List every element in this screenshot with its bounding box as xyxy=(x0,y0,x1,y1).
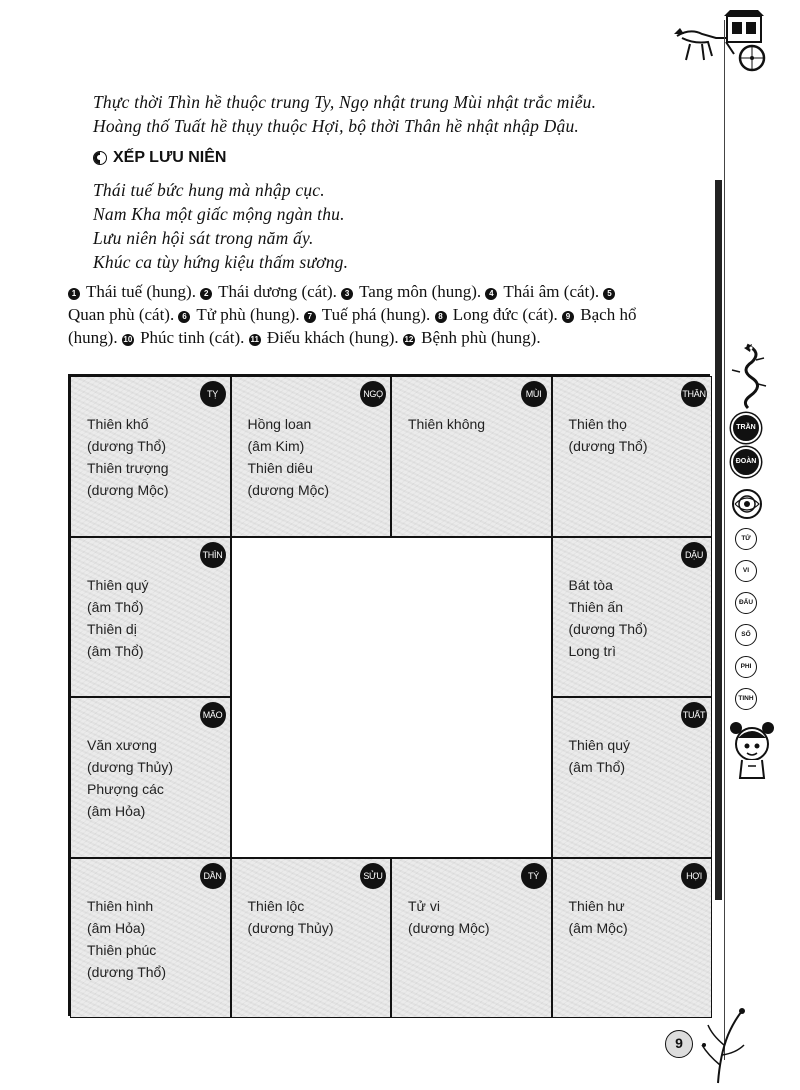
palace-star-line: Tử vi xyxy=(408,897,440,914)
number-badge: 9 xyxy=(562,311,574,323)
palace-star-line: Thiên không xyxy=(408,416,486,432)
section-heading xyxy=(93,149,226,167)
number-badge: 3 xyxy=(341,288,353,300)
palace-star-line: (dương Mộc) xyxy=(408,919,490,936)
number-badge: 7 xyxy=(304,311,316,323)
palace-star-line: Thiên thọ xyxy=(568,416,627,432)
palace-star-line: (âm Hỏa) xyxy=(87,919,146,936)
palace-star-line: Hồng loan xyxy=(247,416,312,432)
palace-stars xyxy=(87,413,169,501)
palace-star-line: Thiên hình xyxy=(87,897,154,914)
palace-badge: NGỌ xyxy=(360,381,386,407)
palace-star-line: (âm Thổ) xyxy=(87,598,144,615)
palace-badge: MÙI xyxy=(521,381,547,407)
title-tab: SỐ xyxy=(735,624,757,646)
star-item: Tử phù (hung). xyxy=(196,305,300,324)
star-item: Bạch hổ xyxy=(580,305,637,324)
palace-star-line: Văn xương xyxy=(87,737,157,753)
palace-cell-ngo xyxy=(231,376,392,537)
palace-grid xyxy=(68,374,710,1016)
palace-cell-than xyxy=(552,376,713,537)
grid-center-blank xyxy=(231,537,552,858)
palace-stars xyxy=(87,734,173,822)
title-tab: VI xyxy=(735,560,757,582)
palace-stars xyxy=(248,413,330,501)
palace-star-line: Thiên phúc xyxy=(87,941,157,958)
palace-star-line: Thiên lộc xyxy=(247,897,305,914)
palace-star-line: Thiên diêu xyxy=(247,460,313,476)
palace-cell-ty-rat xyxy=(391,858,552,1019)
poem-line: Thái tuế bức hung mà nhập cục. xyxy=(93,180,325,200)
palace-star-line: (dương Mộc) xyxy=(247,482,330,498)
palace-star-line: Thiên ấn xyxy=(568,598,623,615)
palace-badge: MÃO xyxy=(200,702,226,728)
number-badge: 1 xyxy=(68,288,80,300)
title-tab: TỬ xyxy=(735,528,757,550)
page-number: 9 xyxy=(665,1030,693,1058)
palace-stars xyxy=(408,413,485,435)
star-item: Thái dương (cát). xyxy=(218,282,337,301)
number-badge: 8 xyxy=(435,311,447,323)
number-badge: 10 xyxy=(123,335,133,344)
star-list-line xyxy=(68,326,712,349)
palace-stars xyxy=(248,895,334,939)
palace-badge: TUẤT xyxy=(681,702,707,728)
section-heading-text: XẾP LƯU NIÊN xyxy=(113,149,227,166)
author-tab: TRẦN xyxy=(731,413,761,443)
star-item: Tang môn (hung). xyxy=(359,282,482,301)
palace-star-line: (dương Thủy) xyxy=(247,919,334,936)
author-tab: ĐOÀN xyxy=(731,447,761,477)
palace-star-line: (âm Thổ) xyxy=(87,642,144,659)
poem-line: Khúc ca tùy hứng kiệu thấm sương. xyxy=(93,252,349,272)
palace-star-line: (âm Thổ) xyxy=(568,759,626,775)
palace-badge: DẬU xyxy=(681,542,707,568)
star-item: Bệnh phù (hung). xyxy=(421,328,541,347)
verse-line: Hoàng thố Tuất hề thụy thuộc Hợi, bộ thời Thân hề nhật nhập Dậu. xyxy=(93,116,579,136)
palace-cell-mao xyxy=(70,697,231,858)
palace-star-line: (âm Mộc) xyxy=(568,919,628,936)
palace-star-line: (âm Hỏa) xyxy=(87,803,146,819)
star-item: Thái tuế (hung). xyxy=(85,282,196,301)
palace-star-line: (dương Thổ) xyxy=(568,620,648,637)
star-item: Tuế phá (hung). xyxy=(321,305,431,324)
palace-cell-hoi xyxy=(552,858,713,1019)
palace-star-line: Thiên dị xyxy=(87,620,137,637)
palace-stars xyxy=(87,895,166,983)
palace-stars xyxy=(569,734,630,778)
star-item: Điếu khách (hung). xyxy=(266,328,399,347)
poem xyxy=(93,178,348,274)
palace-badge: DẦN xyxy=(200,863,226,889)
poem-line: Lưu niên hội sát trong năm ấy. xyxy=(93,228,314,248)
palace-stars xyxy=(87,574,148,662)
palace-star-line: (dương Mộc) xyxy=(87,482,169,498)
yin-yang-icon xyxy=(93,151,107,165)
orchid-ornament-icon xyxy=(698,1005,748,1085)
star-list-line xyxy=(68,280,712,303)
palace-cell-ty xyxy=(70,376,231,537)
palace-star-line: Thiên quý xyxy=(87,576,149,593)
palace-star-line: Thiên quý xyxy=(568,737,630,753)
number-badge: 12 xyxy=(404,335,414,344)
star-list-paragraph xyxy=(68,280,712,349)
star-item: Phúc tinh (cát). xyxy=(140,328,245,347)
star-item: Quan phù (cát). xyxy=(68,305,175,324)
palace-cell-suu xyxy=(231,858,392,1019)
palace-badge: SỬU xyxy=(360,863,386,889)
palace-star-line: Thiên hư xyxy=(568,897,625,914)
margin-rule-thick xyxy=(715,180,722,900)
number-badge: 5 xyxy=(603,288,615,300)
palace-cell-dan xyxy=(70,858,231,1019)
poem-line: Nam Kha một giấc mộng ngàn thu. xyxy=(93,204,345,224)
palace-star-line: (dương Thổ) xyxy=(87,963,166,980)
number-badge: 11 xyxy=(250,335,259,344)
emblem-icon xyxy=(731,488,763,520)
verse-top xyxy=(93,90,596,138)
number-badge: 4 xyxy=(485,288,497,300)
margin-rule-thin xyxy=(724,20,725,1060)
palace-star-line: Thiên khố xyxy=(87,416,149,432)
palace-star-line: Phượng các xyxy=(87,781,164,797)
palace-star-line: Thiên trượng xyxy=(87,460,169,476)
palace-cell-tuat xyxy=(552,697,713,858)
palace-star-line: (dương Thổ) xyxy=(87,438,166,454)
palace-star-line: (âm Kim) xyxy=(247,438,305,454)
star-item: Thái âm (cát). xyxy=(503,282,600,301)
palace-cell-dau xyxy=(552,537,713,698)
title-tab: PHI xyxy=(735,656,757,678)
star-list-line xyxy=(68,303,712,326)
palace-badge: THÌN xyxy=(200,542,226,568)
palace-badge: TÝ xyxy=(521,863,547,889)
title-tab: TINH xyxy=(735,688,757,710)
star-item: Long đức (cát). xyxy=(452,305,558,324)
palace-star-line: (dương Thổ) xyxy=(568,438,648,454)
verse-line: Thực thời Thìn hề thuộc trung Ty, Ngọ nhật trung Mùi nhật trắc miễu. xyxy=(93,92,597,112)
palace-badge: TỴ xyxy=(200,381,226,407)
palace-star-line: Long trì xyxy=(568,642,616,659)
palace-badge: THÂN xyxy=(681,381,707,407)
star-item: (hung). xyxy=(68,328,118,347)
palace-stars xyxy=(569,895,628,939)
number-badge: 2 xyxy=(200,288,212,300)
dragon-ornament-icon xyxy=(722,340,772,410)
palace-cell-mui xyxy=(391,376,552,537)
title-tab: ĐẨU xyxy=(735,592,757,614)
palace-star-line: (dương Thủy) xyxy=(87,759,173,775)
palace-badge: HỢI xyxy=(681,863,707,889)
palace-cell-thin xyxy=(70,537,231,698)
horse-carriage-illustration xyxy=(672,8,782,88)
palace-stars xyxy=(569,574,648,662)
child-figure-illustration xyxy=(728,720,776,782)
palace-stars xyxy=(569,413,648,457)
number-badge: 6 xyxy=(178,311,190,323)
palace-stars xyxy=(408,895,490,939)
palace-star-line: Bát tòa xyxy=(568,576,613,593)
